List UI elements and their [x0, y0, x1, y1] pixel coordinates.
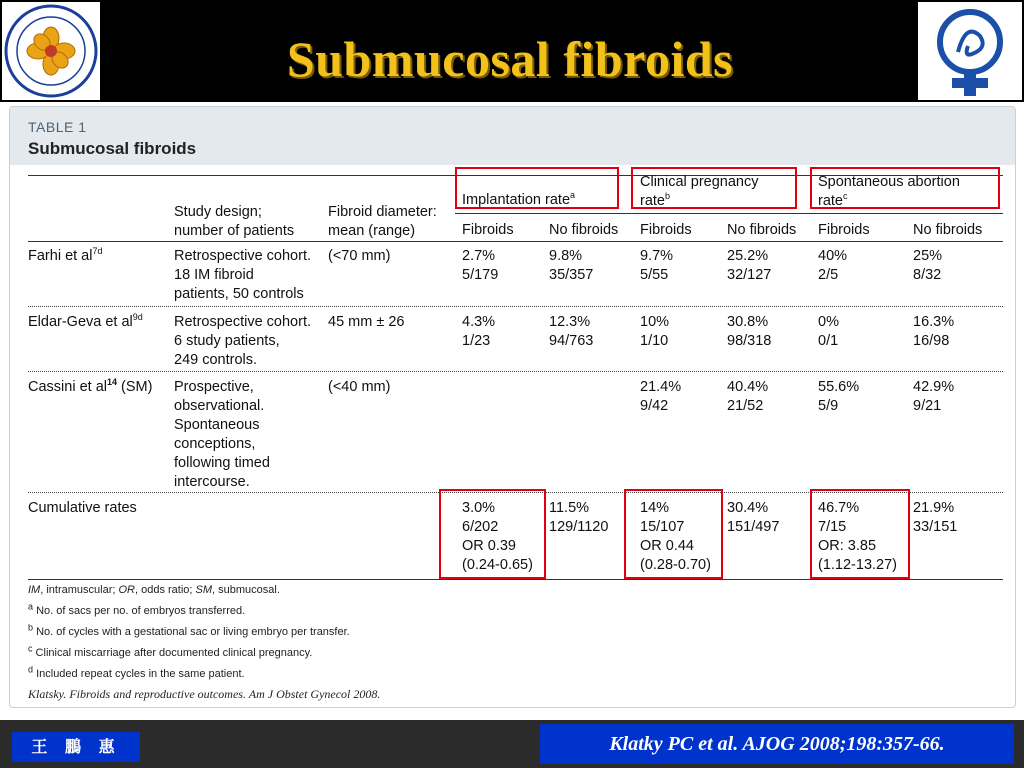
cumulative-clin-f: 14% 15/107 OR 0.44 (0.28-0.70) — [640, 500, 711, 573]
row-sa-n-cassini: 42.9% 9/21 — [913, 379, 955, 414]
row-clin-f-eldar-geva: 10% 1/10 — [640, 314, 670, 349]
group-underline — [455, 213, 1003, 214]
row-clin-n-cassini: 40.4% 21/52 — [727, 379, 769, 414]
header-study-design: Study design; number of patients — [174, 204, 295, 239]
footnote-d: $^d$ Included repeat cycles in the same patient. — [28, 664, 245, 680]
row-cumulative-label: Cumulative rates — [28, 500, 137, 516]
row-design-cassini: Prospective, observational. Spontaneous conceptions, following timed intercourse. — [174, 379, 270, 490]
row-sa-f-cassini: 55.6% 5/9 — [818, 379, 860, 414]
citation-label: Klatky PC et al. AJOG 2008;198:357-66. — [540, 724, 1014, 764]
highlight-implantation-header — [455, 167, 619, 209]
row-sa-n-eldar-geva: 16.3% 16/98 — [913, 314, 955, 349]
row-clin-f-cassini: 21.4% 9/42 — [640, 379, 682, 414]
header-clin-fibroids: Fibroids — [640, 222, 692, 238]
cumulative-sa-f: 46.7% 7/15 OR: 3.85 (1.12-13.27) — [818, 500, 897, 573]
table-figure — [9, 106, 1016, 708]
row-study-eldar-geva: Eldar-Geva et $al^{9d}$ — [28, 312, 143, 330]
header-clin-no-fibroids: No fibroids — [727, 222, 797, 238]
header-bottom-rule — [28, 241, 1003, 242]
slide-footer — [0, 720, 1024, 768]
row-sa-f-farhi: 40% 2/5 — [818, 248, 848, 283]
slide-header — [0, 0, 1024, 101]
row-divider — [28, 306, 1003, 307]
cumulative-impl-n: 11.5% 129/1120 — [549, 500, 609, 535]
row-impl-f-eldar-geva: 4.3% 1/23 — [462, 314, 496, 349]
row-study-cassini: Cassini et $al^{14}$ (SM) — [28, 377, 153, 395]
highlight-cumulative-implantation — [439, 489, 546, 579]
row-sa-f-eldar-geva: 0% 0/1 — [818, 314, 839, 349]
table-caption: Submucosal fibroids — [28, 139, 197, 158]
row-sa-n-farhi: 25% 8/32 — [913, 248, 943, 283]
row-clin-n-eldar-geva: 30.8% 98/318 — [727, 314, 772, 349]
highlight-cumulative-clinical — [624, 489, 723, 579]
table-source-citation: Klatsky. Fibroids and reproductive outcomes. Am J Obstet Gynecol 2008. — [28, 687, 381, 701]
row-impl-n-eldar-geva: 12.3% 94/763 — [549, 314, 594, 349]
highlight-cumulative-spontaneous — [810, 489, 910, 579]
header-clinical-pregnancy-rate: Clinical pregnancy rate$^b$ — [640, 174, 759, 209]
row-clin-f-farhi: 9.7% 5/55 — [640, 248, 674, 283]
row-diameter-farhi: (<70 mm) — [328, 248, 391, 264]
header-spontaneous-abortion-rate: Spontaneous abortion rate$^c$ — [818, 174, 960, 209]
header-implantation-rate: Implantation rate$^a$ — [462, 190, 576, 208]
row-design-farhi: Retrospective cohort. 18 IM fibroid patients, 50 controls — [174, 248, 312, 302]
header-impl-no-fibroids: No fibroids — [549, 222, 619, 238]
highlight-clinical-header — [631, 167, 797, 209]
footnote-a: $^a$ No. of sacs per no. of embryos transferred. — [28, 601, 246, 617]
highlight-spontaneous-header — [810, 167, 1000, 209]
row-impl-n-farhi: 9.8% 35/357 — [549, 248, 594, 283]
table-header-bar — [10, 107, 1015, 165]
row-diameter-eldar-geva: 45 mm ± 26 — [328, 314, 405, 330]
row-study-farhi: Farhi et $al^{7d}$ — [28, 246, 103, 264]
hospital-seal-icon — [2, 2, 100, 100]
footnote-abbreviations: IM, intramuscular; OR, odds ratio; SM, submucosal. — [28, 584, 280, 596]
header-fibroid-diameter: Fibroid diameter: mean (range) — [328, 204, 437, 239]
ob-gyn-logo-icon — [918, 2, 1022, 100]
footnote-b: $^b$ No. of cycles with a gestational sac or living embryo per transfer. — [28, 622, 350, 638]
table-panel — [0, 102, 1024, 720]
cumulative-impl-f: 3.0% 6/202 OR 0.39 (0.24-0.65) — [462, 500, 533, 573]
row-design-eldar-geva: Retrospective cohort. 6 study patients, 249 controls. — [174, 314, 312, 368]
footnote-c: $^c$ Clinical miscarriage after documented clinical pregnancy. — [28, 643, 313, 659]
header-sa-fibroids: Fibroids — [818, 222, 870, 238]
slide-title: Submucosal fibroids — [286, 31, 734, 87]
header-impl-fibroids: Fibroids — [462, 222, 514, 238]
row-impl-f-farhi: 2.7% 5/179 — [462, 248, 499, 283]
row-divider — [28, 371, 1003, 372]
header-sa-no-fibroids: No fibroids — [913, 222, 983, 238]
author-label: 王 鵬 惠 — [12, 732, 140, 762]
row-clin-n-farhi: 25.2% 32/127 — [727, 248, 772, 283]
cumulative-clin-n: 30.4% 151/497 — [727, 500, 780, 535]
row-diameter-cassini: (<40 mm) — [328, 379, 391, 395]
cumulative-sa-n: 21.9% 33/151 — [913, 500, 958, 535]
table-bottom-rule — [28, 579, 1003, 580]
table-label: TABLE 1 — [28, 119, 87, 135]
